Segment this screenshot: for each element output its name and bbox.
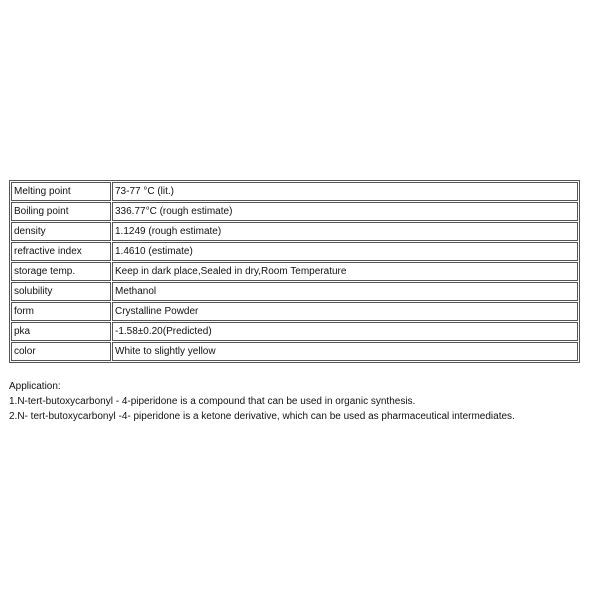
property-name: pka [11, 322, 111, 341]
property-name: color [11, 342, 111, 361]
property-name: Melting point [11, 182, 111, 201]
table-row [11, 262, 578, 281]
property-value: 1.1249 (rough estimate) [112, 222, 578, 241]
table-row [11, 282, 578, 301]
application-item: 1.N-tert-butoxycarbonyl - 4-piperidone is a compound that can be used in organic synthesis. [9, 396, 416, 407]
table-row [11, 202, 578, 221]
property-value: 336.77°C (rough estimate) [112, 202, 578, 221]
table-row [11, 222, 578, 241]
property-value: White to slightly yellow [112, 342, 578, 361]
property-name: storage temp. [11, 262, 111, 281]
property-value: Methanol [112, 282, 578, 301]
property-value: -1.58±0.20(Predicted) [112, 322, 578, 341]
table-row [11, 182, 578, 201]
property-name: Boiling point [11, 202, 111, 221]
table-row [11, 302, 578, 321]
property-name: density [11, 222, 111, 241]
application-heading: Application: [9, 381, 61, 392]
application-section [9, 379, 589, 424]
properties-table [9, 180, 580, 363]
property-value: 1.4610 (estimate) [112, 242, 578, 261]
property-value: Keep in dark place,Sealed in dry,Room Temperature [112, 262, 578, 281]
property-value: Crystalline Powder [112, 302, 578, 321]
property-name: solubility [11, 282, 111, 301]
table-row [11, 342, 578, 361]
table-row [11, 242, 578, 261]
property-name: refractive index [11, 242, 111, 261]
property-value: 73-77 °C (lit.) [112, 182, 578, 201]
application-item: 2.N- tert-butoxycarbonyl -4- piperidone is a ketone derivative, which can be used as pharmaceutical intermediates. [9, 411, 515, 422]
table-row [11, 322, 578, 341]
property-name: form [11, 302, 111, 321]
